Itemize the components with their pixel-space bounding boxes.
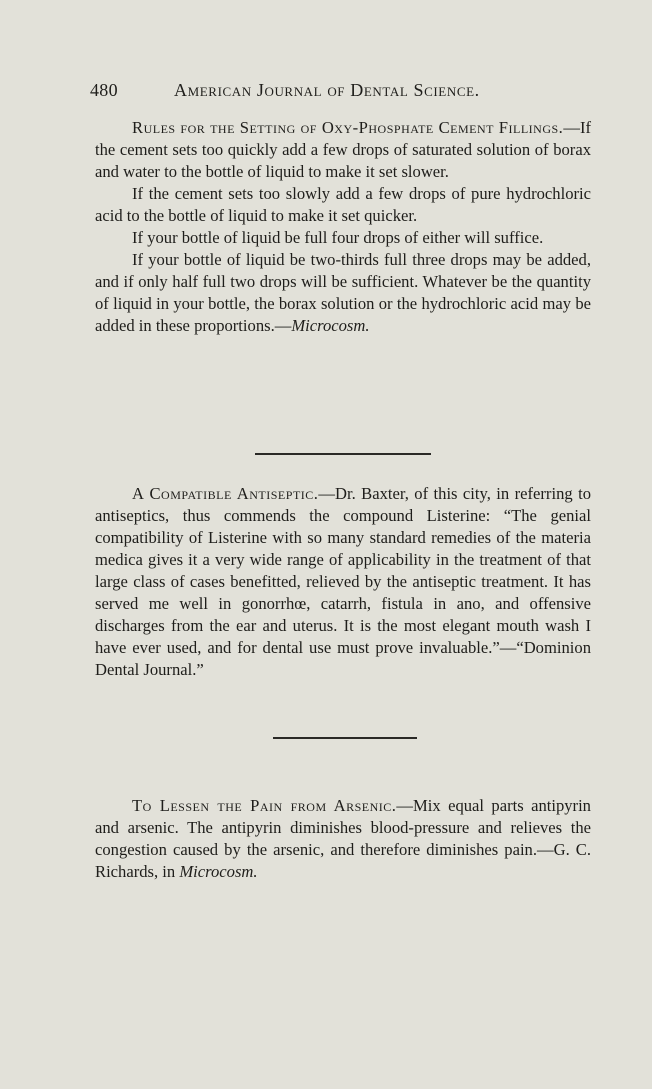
article-source: Microcosm.	[179, 862, 258, 881]
page-number: 480	[90, 80, 118, 100]
section-divider	[273, 737, 417, 739]
article-compatible-antiseptic	[95, 483, 591, 681]
article-paragraph: If your bottle of liquid be full four drops of either will suffice.	[132, 228, 544, 247]
article-text: —Mix equal parts antipyrin and arsenic. The antipyrin diminishes blood-pressure and relieves the congestion caused by the arsenic, and therefore diminishes pain.—G. C. Richards, in	[95, 796, 591, 881]
article-title: Rules for the Setting of Oxy-Phosphate Cement Fillings.	[132, 118, 564, 137]
article-text: —Dr. Baxter, of this city, in referring to antiseptics, thus commends the compound Listerine: “The genial compatibility of Listerine with so many standard remedies of the materia medica gives it a very wide range of applicability in the treatment of that large class of cases benefitted, relieved by the antiseptic treatment. It has served me well in gonorrhœ, catarrh, fistula in ano, and offensive discharges from the ear and uterus. It is the most elegant mouth wash I have ever used, and for dental use must prove invaluable.”—“Dominion Dental Journal.”	[95, 484, 591, 679]
section-divider	[255, 453, 431, 455]
article-oxy-phosphate-cement	[95, 117, 591, 337]
article-title: A Compatible Antiseptic.	[132, 484, 319, 503]
article-text: —If the cement sets too quickly add a few drops of saturated solution of borax and water to the bottle of liquid to make it set slower.	[95, 118, 591, 181]
article-paragraph	[95, 483, 591, 681]
article-paragraph: If the cement sets too slowly add a few drops of pure hydrochloric acid to the bottle of liquid to make it set quicker.	[95, 184, 591, 225]
article-paragraph	[95, 117, 591, 183]
article-paragraph	[95, 795, 591, 883]
journal-title: American Journal of Dental Science.	[174, 80, 480, 100]
article-text: If your bottle of liquid be two-thirds full three drops may be added, and if only half full two drops will be sufficient. Whatever be the quantity of liquid in your bottle, the borax solution or the hydrochloric acid may be added in these proportions.—	[95, 250, 591, 335]
article-pain-from-arsenic	[95, 795, 591, 883]
article-title: To Lessen the Pain from Arsenic.	[132, 796, 397, 815]
article-source: Microcosm.	[291, 316, 370, 335]
article-paragraph	[95, 249, 591, 337]
